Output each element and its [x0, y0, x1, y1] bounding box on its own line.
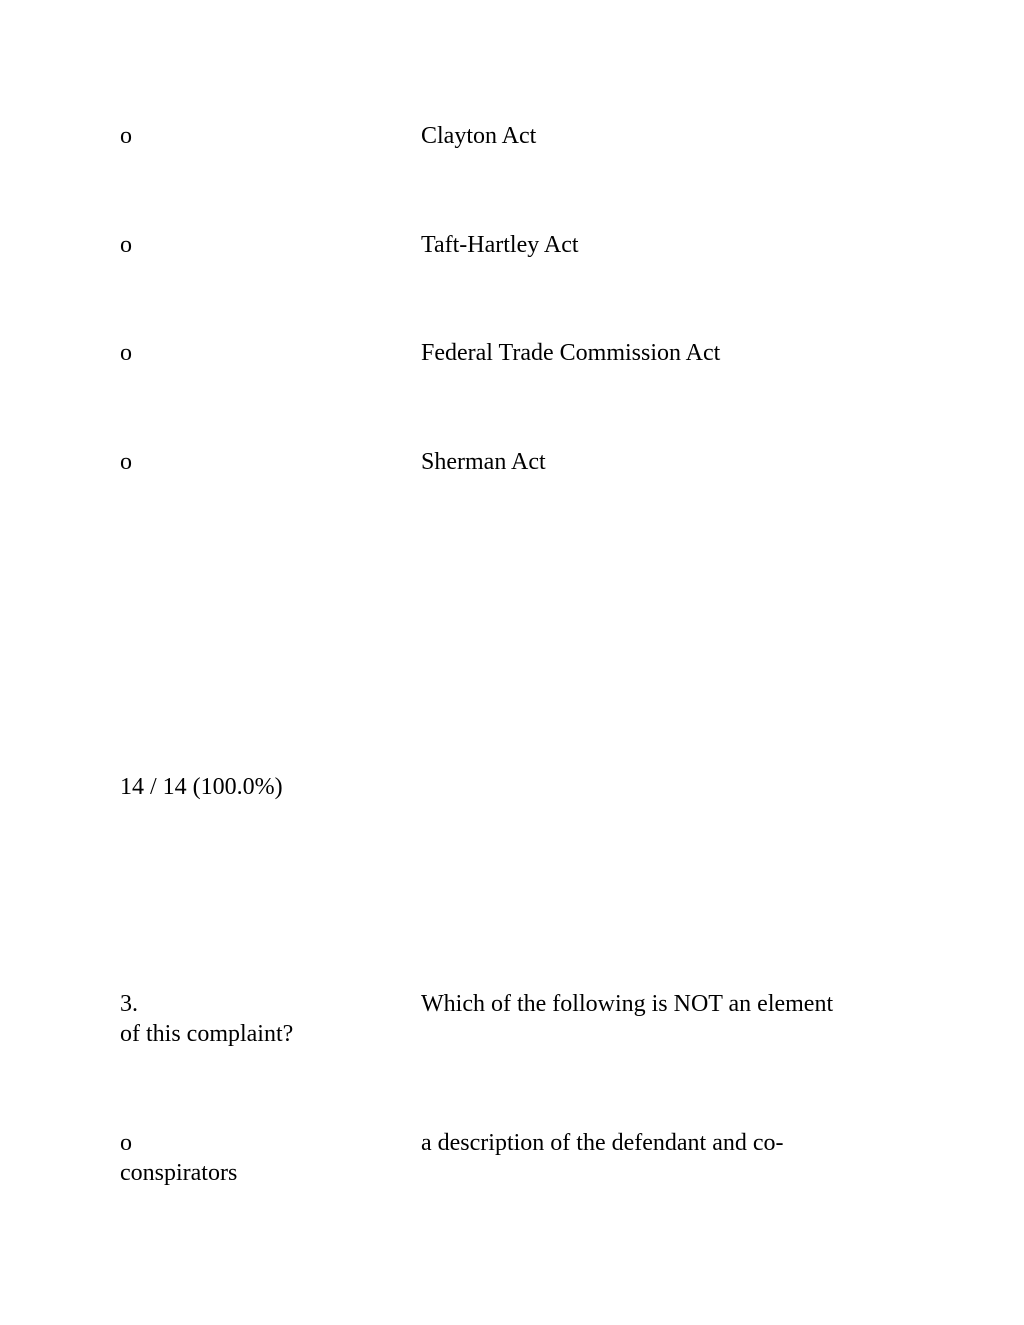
question-text-line2: of this complaint?	[120, 1021, 294, 1047]
option-marker: o	[120, 340, 132, 366]
option-label: Sherman Act	[421, 449, 546, 475]
option-marker: o	[120, 449, 132, 475]
option-label: Clayton Act	[421, 123, 537, 149]
option-label-line1: a description of the defendant and co-	[421, 1130, 784, 1156]
question-text-line1: Which of the following is NOT an element	[421, 991, 834, 1017]
option-label: Taft-Hartley Act	[421, 232, 579, 258]
option-marker: o	[120, 1130, 132, 1156]
option-marker: o	[120, 232, 132, 258]
question-number: 3.	[120, 991, 138, 1017]
option-label-line2: conspirators	[120, 1160, 238, 1186]
option-label: Federal Trade Commission Act	[421, 340, 721, 366]
score-text: 14 / 14 (100.0%)	[120, 774, 283, 800]
option-marker: o	[120, 123, 132, 149]
